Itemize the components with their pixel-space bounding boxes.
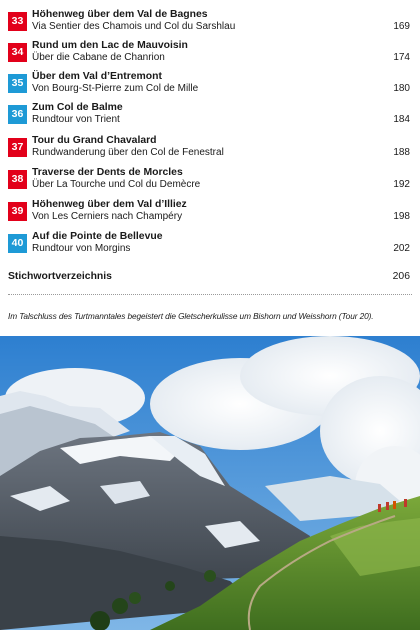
index-label: Stichwortverzeichnis xyxy=(8,271,112,282)
page-number: 184 xyxy=(393,114,410,125)
dotted-divider xyxy=(8,294,412,295)
tour-title: Traverse der Dents de Morcles xyxy=(32,167,183,178)
tour-number-badge: 40 xyxy=(8,234,27,253)
page-number: 169 xyxy=(393,21,410,32)
page-number: 192 xyxy=(393,179,410,190)
tour-title: Höhenweg über dem Val d’Illiez xyxy=(32,199,187,210)
page-number: 198 xyxy=(393,211,410,222)
tour-number-badge: 33 xyxy=(8,12,27,31)
tour-subtitle: Von Les Cerniers nach Champéry xyxy=(32,211,183,222)
index-entry[interactable] xyxy=(8,270,410,283)
tour-title: Rund um den Lac de Mauvoisin xyxy=(32,40,188,51)
tour-subtitle: Via Sentier des Chamois und Col du Sarshlau xyxy=(32,21,236,32)
tour-subtitle: Rundwanderung über den Col de Fenestral xyxy=(32,147,224,158)
toc-entry[interactable] xyxy=(0,71,420,104)
tour-title: Über dem Val d’Entremont xyxy=(32,71,162,82)
tour-number-badge: 37 xyxy=(8,138,27,157)
tour-title: Auf die Pointe de Bellevue xyxy=(32,231,163,242)
tour-number-badge: 36 xyxy=(8,105,27,124)
tour-title: Zum Col de Balme xyxy=(32,102,123,113)
index-page-number: 206 xyxy=(392,271,410,282)
tour-subtitle: Über die Cabane de Chanrion xyxy=(32,52,165,63)
tour-title: Tour du Grand Chavalard xyxy=(32,135,157,146)
tour-subtitle: Rundtour von Trient xyxy=(32,114,120,125)
toc-entry[interactable] xyxy=(0,199,420,232)
tour-number-badge: 39 xyxy=(8,202,27,221)
toc-entry[interactable] xyxy=(0,40,420,73)
tour-subtitle: Rundtour von Morgins xyxy=(32,243,131,254)
tour-number-badge: 35 xyxy=(8,74,27,93)
page-number: 174 xyxy=(393,52,410,63)
photo-caption: Im Talschluss des Turtmanntales begeistert die Gletscherkulisse um Bishorn und Weisshorn (Tour 20). xyxy=(8,311,374,321)
mountain-photo xyxy=(0,336,420,630)
toc-entry[interactable] xyxy=(0,167,420,200)
tour-title: Höhenweg über dem Val de Bagnes xyxy=(32,9,208,20)
tour-number-badge: 34 xyxy=(8,43,27,62)
toc-entry[interactable] xyxy=(0,231,420,264)
page-number: 202 xyxy=(393,243,410,254)
page-number: 180 xyxy=(393,83,410,94)
page-number: 188 xyxy=(393,147,410,158)
tour-subtitle: Über La Tourche und Col du Demècre xyxy=(32,179,201,190)
tour-number-badge: 38 xyxy=(8,170,27,189)
toc-entry[interactable] xyxy=(0,135,420,168)
toc-entry[interactable] xyxy=(0,102,420,135)
toc-entry[interactable] xyxy=(0,9,420,42)
tour-subtitle: Von Bourg-St-Pierre zum Col de Mille xyxy=(32,83,199,94)
